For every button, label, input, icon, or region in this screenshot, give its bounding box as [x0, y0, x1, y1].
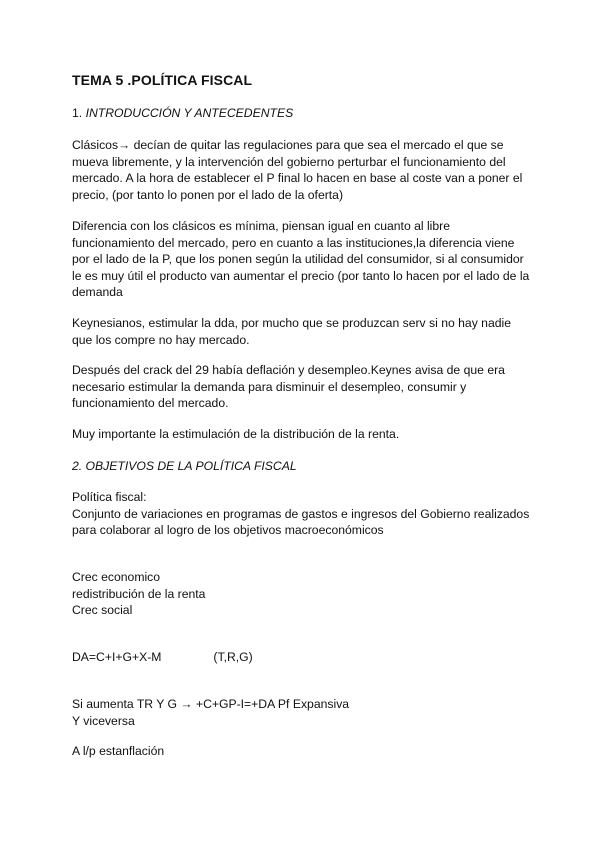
formula-vars: (T,R,G) [213, 650, 253, 664]
text-line: para colaborar al logro de los objetivos macroeconómicos [72, 523, 384, 538]
objective-item: Crec social [72, 603, 133, 618]
paragraph-importante: Muy importante la estimulación de la distribución de la renta. [72, 427, 400, 441]
paragraph-clasicos [72, 137, 542, 203]
text-line: funcionamiento del mercado. [72, 396, 229, 411]
section-heading-1 [72, 105, 542, 122]
paragraph-estanflacion: A l/p estanflación [72, 744, 165, 758]
paragraph-keynesianos [72, 315, 542, 348]
text-line: funcionamiento del mercado, pero en cuanto a las instituciones,la diferencia viene [72, 235, 515, 250]
formula-equation: DA=C+I+G+X-M [72, 650, 162, 664]
text-line: Después del crack del 29 había deflación y desempleo.Keynes avisa de que era [72, 363, 505, 377]
objective-item: Crec economico [72, 570, 161, 584]
section-number: 1. [72, 106, 83, 120]
text-line: Política fiscal: [72, 490, 147, 504]
document-title: TEMA 5 .POLÍTICA FISCAL [72, 72, 253, 88]
paragraph-expansiva [72, 696, 542, 729]
text-line: Keynesianos, estimular la dda, por mucho que se produzcan serv si no hay nadie [72, 316, 512, 330]
text-line: Clásicos→ decían de quitar las regulaciones para que sea el mercado el que se [72, 138, 504, 152]
paragraph-diferencia [72, 218, 542, 301]
objectives-list [72, 569, 542, 619]
objective-item: redistribución de la renta [72, 586, 206, 601]
text-line: que los compre no hay mercado. [72, 332, 250, 347]
text-line: Diferencia con los clásicos es mínima, piensan igual en cuanto al libre [72, 219, 451, 233]
text-line: Conjunto de variaciones en programas de gastos e ingresos del Gobierno realizados [72, 506, 530, 521]
text-line: demanda [72, 285, 123, 300]
section-title: INTRODUCCIÓN Y ANTECEDENTES [85, 106, 294, 120]
paragraph-politica-fiscal [72, 489, 542, 539]
text-line: por el lado de la P, que los ponen según la utilidad del consumidor, si al consumidor [72, 252, 524, 267]
text-line: necesario estimular la demanda para disminuir el desempleo, consumir y [72, 379, 467, 394]
formula-line [72, 649, 542, 666]
text-line: le es muy útil el producto van aumentar el precio (por tanto lo hacen por el lado de la [72, 268, 530, 283]
paragraph-crack [72, 362, 542, 412]
text-line: Si aumenta TR Y G → +C+GP-I=+DA Pf Expansiva [72, 697, 350, 711]
text-line: mercado. A la hora de establecer el P final lo hacen en base al coste van a poner el [72, 171, 523, 186]
text-line: precio, (por tanto lo ponen por el lado de la oferta) [72, 187, 344, 202]
section-heading-2: 2. OBJETIVOS DE LA POLÍTICA FISCAL [72, 459, 297, 473]
text-line: mueva libremente, y la intervención del gobierno perturbar el funcionamiento del [72, 154, 506, 169]
text-line: Y viceversa [72, 713, 135, 728]
